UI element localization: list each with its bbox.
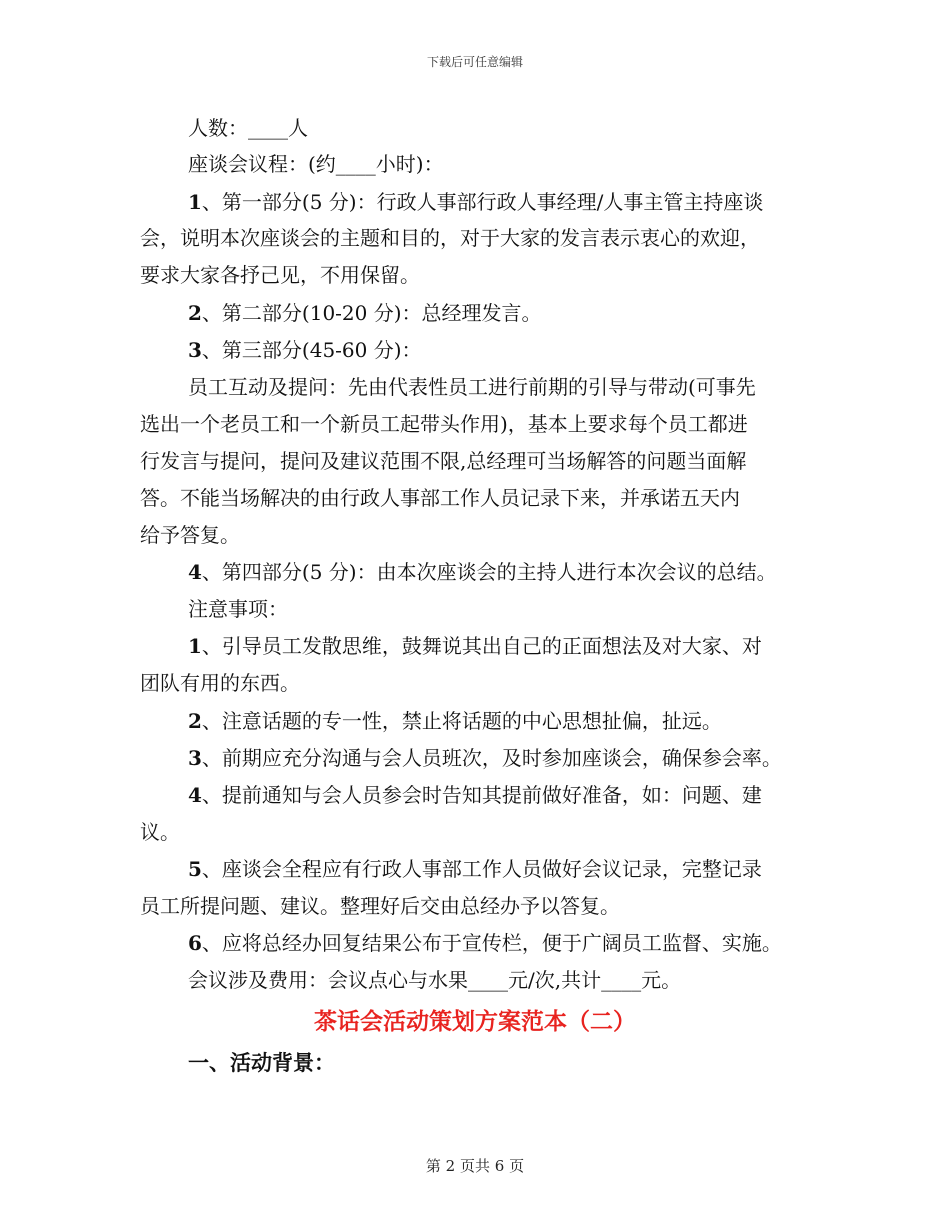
paragraph-line: 团队有用的东西。 (140, 671, 300, 695)
paragraph-line: 注意事项： (188, 597, 288, 621)
notice-item: 1、引导员工发散思维，鼓舞说其出自己的正面想法及对大家、对 (188, 634, 762, 658)
agenda-item: 4、第四部分(5 分)：由本次座谈会的主持人进行本次会议的总结。 (188, 560, 777, 584)
paragraph-line: 行发言与提问，提问及建议范围不限,总经理可当场解答的问题当面解 (140, 449, 747, 473)
notice-item: 4、提前通知与会人员参会时告知其提前做好准备，如：问题、建 (188, 783, 762, 807)
agenda-item: 1、第一部分(5 分)：行政人事部行政人事经理/人事主管主持座谈 (188, 190, 764, 214)
notice-item: 6、应将总经办回复结果公布于宣传栏，便于广阔员工监督、实施。 (188, 931, 782, 955)
paragraph-line: 座谈会议程：(约____小时)： (188, 152, 444, 176)
notice-item: 3、前期应充分沟通与会人员班次，及时参加座谈会，确保参会率。 (188, 746, 782, 770)
paragraph-line: 人数：____人 (188, 116, 308, 140)
paragraph-line: 选出一个老员工和一个新员工起带头作用)，基本上要求每个员工都进 (140, 412, 748, 436)
paragraph-line: 给予答复。 (140, 523, 240, 547)
paragraph-line: 答。不能当场解决的由行政人事部工作人员记录下来，并承诺五天内 (140, 486, 740, 510)
page-number: 第 2 页共 6 页 (425, 1157, 525, 1175)
agenda-item: 3、第三部分(45-60 分)： (188, 338, 422, 362)
section-heading: 一、活动背景： (188, 1050, 335, 1075)
document-title: 茶话会活动策划方案范本（二） (314, 1008, 636, 1035)
paragraph-line: 员工所提问题、建议。整理好后交由总经办予以答复。 (140, 894, 620, 918)
paragraph-line: 员工互动及提问：先由代表性员工进行前期的引导与带动(可事先 (188, 375, 756, 399)
notice-item: 2、注意话题的专一性，禁止将话题的中心思想扯偏，扯远。 (188, 709, 722, 733)
paragraph-line: 要求大家各抒己见，不用保留。 (140, 263, 420, 287)
paragraph-line: 议。 (140, 820, 180, 844)
paragraph-line: 会议涉及费用：会议点心与水果____元/次,共计____元。 (188, 968, 682, 992)
agenda-item: 2、第二部分(10-20 分)：总经理发言。 (188, 301, 542, 325)
paragraph-line: 会，说明本次座谈会的主题和目的，对于大家的发言表示衷心的欢迎， (140, 226, 760, 250)
page-header: 下载后可任意编辑 (426, 55, 523, 69)
notice-item: 5、座谈会全程应有行政人事部工作人员做好会议记录，完整记录 (188, 857, 762, 881)
